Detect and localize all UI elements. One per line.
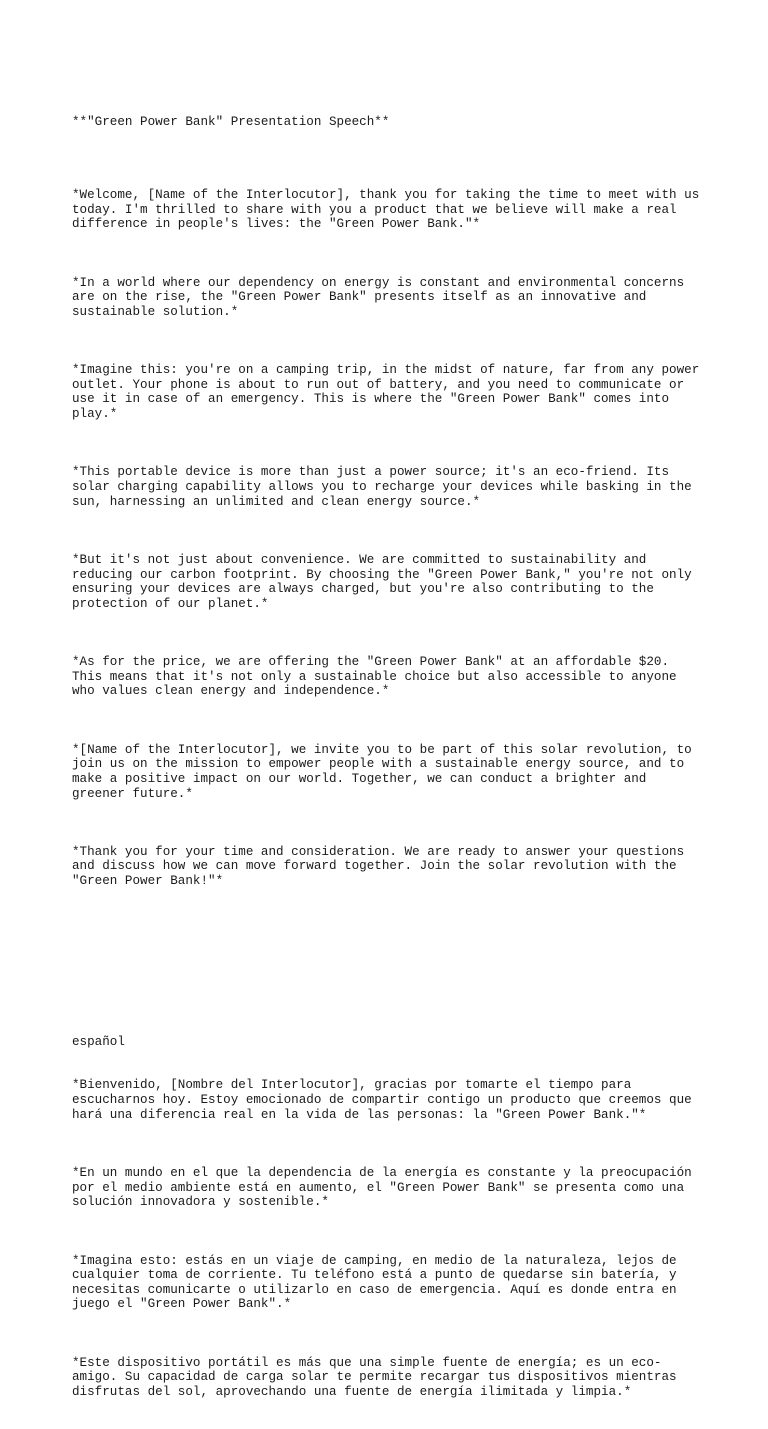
paragraph-en-invite: *[Name of the Interlocutor], we invite you to be part of this solar revolution, to join us on the mission to empower people with a sustainable energy source, and to make a positive impact on our world. Together, we can conduct a brighter and greener future.*: [72, 742, 692, 801]
paragraph-en-price: *As for the price, we are offering the "Green Power Bank" at an affordable $20. This means that it's not only a sustainable choice but also accessible to anyone who values clean energy and independence.*: [72, 655, 677, 699]
spanish-section-label: español: [72, 1034, 125, 1049]
paragraph-en-thanks: *Thank you for your time and consideration. We are ready to answer your questions and discuss how we can move forward together. Join the solar revolution with the "Green Power Bank!"*: [72, 844, 685, 889]
paragraph-es-portable: *Este dispositivo portátil es más que una simple fuente de energía; es un eco- amigo. Su capacidad de carga solar te permite recargar tus dispositivos mientras disfrutas del sol, aprovechando una fuente de energía ilimitada y limpia.*: [72, 1355, 677, 1399]
section-gap: [72, 947, 732, 991]
document-page: [72, 86, 732, 1429]
paragraph-en-imagine: *Imagine this: you're on a camping trip, in the midst of nature, far from any power outlet. Your phone is about to run out of battery, and you need to communicate or use it in case of an emergency. This is where the "Green Power Bank" comes into play.*: [72, 363, 700, 422]
paragraph-en-portable: *This portable device is more than just a power source; it's an eco-friend. Its solar charging capability allows you to recharge your devices while basking in the sun, harnessing an unlimited and clean energy source.*: [72, 465, 692, 509]
paragraph-en-world: *In a world where our dependency on energy is constant and environmental concerns are on the rise, the "Green Power Bank" presents itself as an innovative and sustainable solution.*: [72, 275, 685, 319]
paragraph-es-welcome: *Bienvenido, [Nombre del Interlocutor], gracias por tomarte el tiempo para escucharnos hoy. Estoy emocionado de compartir contigo un producto que creemos que hará una diferencia real en la vida de las personas: la "Green Power Bank."*: [72, 1078, 692, 1122]
paragraph-es-imagine: *Imagina esto: estás en un viaje de camping, en medio de la naturaleza, lejos de cualquier toma de corriente. Tu teléfono está a punto de quedarse sin batería, y necesitas comunicarte o utilizarlo en caso de emergencia. Aquí es donde entra en juego el "Green Power Bank".*: [72, 1253, 677, 1312]
paragraph-es-world: *En un mundo en el que la dependencia de la energía es constante y la preocupación por el medio ambiente está en aumento, el "Green Power Bank" se presenta como una solución innovadora y sostenible.*: [72, 1165, 692, 1210]
paragraph-en-welcome: *Welcome, [Name of the Interlocutor], thank you for taking the time to meet with us today. I'm thrilled to share with you a product that we believe will make a real difference in people's lives: the "Green Power Bank."*: [72, 188, 700, 232]
paragraph-en-sustainability: *But it's not just about convenience. We are committed to sustainability and reducing our carbon footprint. By choosing the "Green Power Bank," you're not only ensuring your devices are always charged, but you're also contributing to the protection of our planet.*: [72, 553, 692, 611]
document-title: **"Green Power Bank" Presentation Speech**: [72, 115, 390, 130]
